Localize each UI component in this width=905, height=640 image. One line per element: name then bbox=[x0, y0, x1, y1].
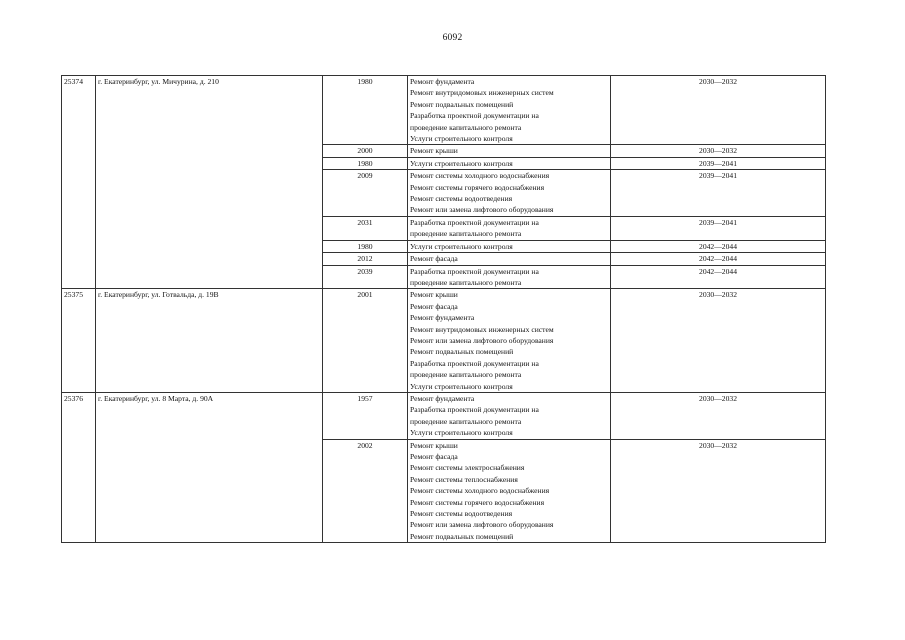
work-item: Ремонт внутридомовых инженерных систем bbox=[410, 88, 554, 98]
year-cell: 1980 bbox=[323, 157, 408, 169]
work-item: проведение капитального ремонта bbox=[410, 416, 522, 426]
period-cell: 2039—2041 bbox=[611, 216, 826, 240]
work-item: Услуги строительного контроля bbox=[410, 241, 513, 251]
work-item: Ремонт фасада bbox=[410, 452, 458, 461]
works-cell bbox=[408, 145, 611, 157]
work-item: Ремонт или замена лифтового оборудования bbox=[410, 205, 554, 215]
period-cell: 2030—2032 bbox=[611, 76, 826, 145]
work-item: Разработка проектной документации на bbox=[410, 217, 539, 227]
year-cell: 2039 bbox=[323, 265, 408, 289]
work-item: Ремонт фундамента bbox=[410, 393, 475, 403]
period-cell: 2042—2044 bbox=[611, 240, 826, 252]
work-item: проведение капитального ремонта bbox=[410, 370, 522, 380]
period-cell: 2042—2044 bbox=[611, 253, 826, 265]
works-cell bbox=[408, 265, 611, 289]
period-cell: 2039—2041 bbox=[611, 157, 826, 169]
year-cell: 2031 bbox=[323, 216, 408, 240]
building-id: 25375 bbox=[62, 289, 96, 393]
period-cell: 2030—2032 bbox=[611, 289, 826, 393]
year-cell: 1957 bbox=[323, 392, 408, 439]
work-item: Ремонт внутридомовых инженерных систем bbox=[410, 324, 554, 334]
works-cell bbox=[408, 240, 611, 252]
work-item: Ремонт фасада bbox=[410, 254, 458, 264]
work-item: Разработка проектной документации на bbox=[410, 405, 539, 415]
work-item: Ремонт системы холодного водоснабжения bbox=[410, 486, 550, 496]
building-id: 25374 bbox=[62, 76, 96, 289]
work-item: Ремонт фундамента bbox=[410, 77, 475, 86]
work-item: Ремонт или замена лифтового оборудования bbox=[410, 520, 554, 530]
works-cell bbox=[408, 253, 611, 265]
work-item: проведение капитального ремонта bbox=[410, 229, 522, 239]
works-cell bbox=[408, 216, 611, 240]
year-cell: 1980 bbox=[323, 76, 408, 145]
work-item: Услуги строительного контроля bbox=[410, 158, 513, 168]
work-item: Ремонт фасада bbox=[410, 301, 458, 311]
work-item: Ремонт системы горячего водоснабжения bbox=[410, 497, 545, 507]
period-cell: 2030—2032 bbox=[611, 439, 826, 543]
period-cell: 2039—2041 bbox=[611, 170, 826, 217]
repair-schedule-table bbox=[61, 75, 826, 543]
period-cell: 2042—2044 bbox=[611, 265, 826, 289]
year-cell: 2001 bbox=[323, 289, 408, 393]
work-item: Услуги строительного контроля bbox=[410, 428, 513, 438]
work-item: Ремонт фундамента bbox=[410, 313, 475, 323]
table-row bbox=[62, 289, 826, 393]
building-address: г. Екатеринбург, ул. 8 Марта, д. 90А bbox=[96, 392, 323, 542]
works-cell bbox=[408, 170, 611, 217]
work-item: Ремонт системы водоотведения bbox=[410, 509, 513, 519]
table-row bbox=[62, 76, 826, 145]
work-item: Ремонт подвальных помещений bbox=[410, 347, 514, 357]
work-item: Ремонт системы электроснабжения bbox=[410, 463, 525, 473]
year-cell: 2002 bbox=[323, 439, 408, 543]
period-cell: 2030—2032 bbox=[611, 145, 826, 157]
work-item: Ремонт крыши bbox=[410, 290, 458, 300]
year-cell: 1980 bbox=[323, 240, 408, 252]
work-item: Разработка проектной документации на bbox=[410, 266, 539, 276]
page-number: 6092 bbox=[442, 33, 463, 43]
work-item: Ремонт подвальных помещений bbox=[410, 531, 514, 541]
work-item: Ремонт крыши bbox=[410, 440, 458, 450]
work-item: Разработка проектной документации на bbox=[410, 358, 539, 368]
works-cell bbox=[408, 76, 611, 145]
work-item: Ремонт или замена лифтового оборудования bbox=[410, 335, 554, 345]
work-item: Ремонт системы горячего водоснабжения bbox=[410, 182, 545, 192]
work-item: Ремонт системы теплоснабжения bbox=[410, 474, 518, 484]
building-id: 25376 bbox=[62, 392, 96, 542]
period-cell: 2030—2032 bbox=[611, 392, 826, 439]
work-item: проведение капитального ремонта bbox=[410, 122, 522, 132]
building-address: г. Екатеринбург, ул. Готвальда, д. 19В bbox=[96, 289, 323, 393]
year-cell: 2009 bbox=[323, 170, 408, 217]
work-item: Услуги строительного контроля bbox=[410, 381, 513, 391]
work-item: Ремонт подвальных помещений bbox=[410, 99, 514, 109]
work-item: Разработка проектной документации на bbox=[410, 111, 539, 121]
works-cell bbox=[408, 157, 611, 169]
works-cell bbox=[408, 289, 611, 393]
table-body bbox=[62, 76, 826, 543]
works-cell bbox=[408, 439, 611, 543]
works-cell bbox=[408, 392, 611, 439]
building-address: г. Екатеринбург, ул. Мичурина, д. 210 bbox=[96, 76, 323, 289]
year-cell: 2012 bbox=[323, 253, 408, 265]
work-item: Ремонт крыши bbox=[410, 146, 458, 156]
work-item: Услуги строительного контроля bbox=[410, 134, 513, 144]
work-item: Ремонт системы водоотведения bbox=[410, 194, 513, 204]
year-cell: 2000 bbox=[323, 145, 408, 157]
table-row bbox=[62, 392, 826, 439]
work-item: Ремонт системы холодного водоснабжения bbox=[410, 171, 550, 181]
work-item: проведение капитального ремонта bbox=[410, 277, 522, 287]
